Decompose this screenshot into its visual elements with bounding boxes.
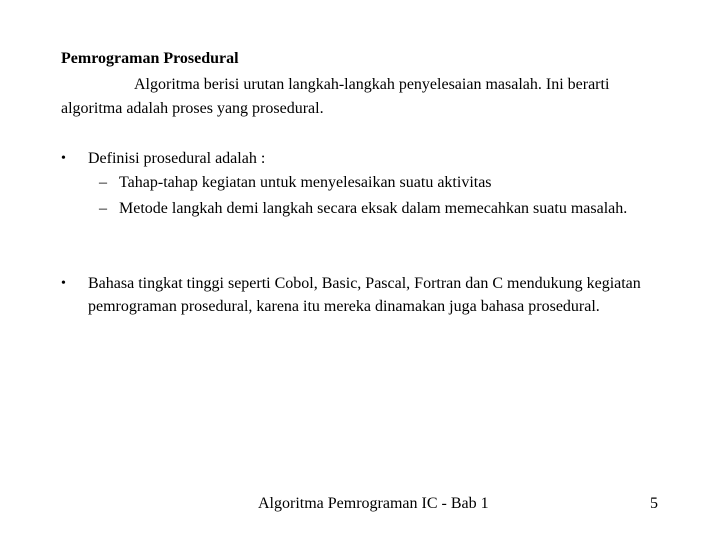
intro-paragraph: Algoritma berisi urutan langkah-langkah penyelesaian masalah. Ini berarti algoritma adalah proses yang prosedural. bbox=[61, 76, 610, 117]
dash-icon: – bbox=[99, 200, 107, 217]
bullet-icon: • bbox=[61, 151, 66, 166]
footer-text: Algoritma Pemrograman IC - Bab 1 bbox=[258, 495, 489, 512]
page-number: 5 bbox=[650, 495, 658, 512]
bullet-icon: • bbox=[61, 276, 66, 291]
bullet-item-definition bbox=[61, 147, 661, 222]
bullet-item-languages bbox=[61, 272, 661, 318]
sub-list bbox=[88, 170, 658, 222]
bullet-text: Bahasa tingkat tinggi seperti Cobol, Basic, Pascal, Fortran dan C mendukung kegiatan pemrograman prosedural, karena itu mereka dinamakan juga bahasa prosedural. bbox=[88, 275, 641, 315]
sub-item-text: Tahap-tahap kegiatan untuk menyelesaikan suatu aktivitas bbox=[119, 174, 492, 191]
dash-icon: – bbox=[99, 174, 107, 191]
sub-item-text: Metode langkah demi langkah secara eksak dalam memecahkan suatu masalah. bbox=[119, 200, 628, 217]
sub-item bbox=[88, 170, 658, 196]
sub-item bbox=[88, 196, 658, 222]
slide-title: Pemrograman Prosedural bbox=[61, 50, 239, 67]
bullet-text: Definisi prosedural adalah : bbox=[88, 150, 266, 167]
